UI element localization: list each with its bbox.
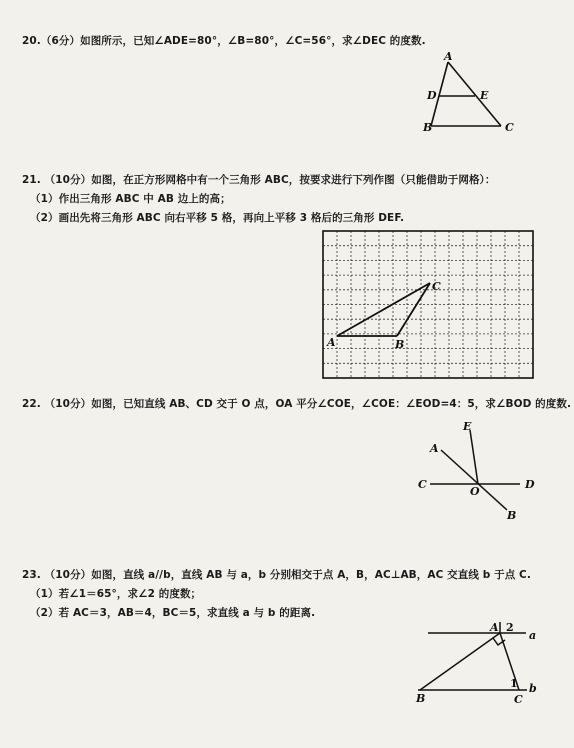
- q23-label-C: C: [514, 693, 523, 706]
- q21-label-A: A: [327, 336, 336, 349]
- q22-label-A: A: [430, 442, 439, 455]
- q23-line-a: a: [529, 629, 537, 642]
- q22-label-O: O: [470, 485, 480, 498]
- q23-label-A: A: [490, 621, 499, 634]
- q20-label-D: D: [427, 89, 437, 102]
- q22-label-C: C: [418, 478, 427, 491]
- q22-label-E: E: [463, 420, 472, 433]
- q23-line-b: b: [529, 682, 537, 695]
- q23-part1: （1）若∠1＝65°，求∠2 的度数；: [30, 588, 202, 600]
- q23-angle-1: 1: [510, 677, 518, 690]
- q22-label-B: B: [507, 509, 517, 522]
- q23-angle-2: 2: [506, 621, 514, 634]
- q22-label-D: D: [525, 478, 535, 491]
- q21-label-B: B: [395, 338, 405, 351]
- q23-part2: （2）若 AC＝3，AB＝4，BC＝5，求直线 a 与 b 的距离.: [30, 607, 316, 619]
- q20-label-E: E: [480, 89, 489, 102]
- q20-label-C: C: [505, 121, 514, 134]
- q21-part2: （2）画出先将三角形 ABC 向右平移 5 格，再向上平移 3 格后的三角形 DEF.: [30, 212, 405, 224]
- q23-text: 23. （10分）如图，直线 a//b，直线 AB 与 a，b 分别相交于点 A，B，AC⊥AB，AC 交直线 b 于点 C.: [22, 569, 531, 581]
- q20-label-B: B: [423, 121, 433, 134]
- q21-part1: （1）作出三角形 ABC 中 AB 边上的高；: [30, 193, 231, 205]
- q20-label-A: A: [444, 50, 453, 63]
- q23-label-B: B: [416, 692, 426, 705]
- q21-text: 21. （10分）如图，在正方形网格中有一个三角形 ABC，按要求进行下列作图（只能借助于网格）：: [22, 174, 496, 186]
- q20-text: 20.（6分）如图所示，已知∠ADE=80°，∠B=80°，∠C=56°，求∠DEC 的度数.: [22, 35, 426, 47]
- q21-label-C: C: [432, 280, 441, 293]
- q22-text: 22. （10分）如图，已知直线 AB、CD 交于 O 点，OA 平分∠COE，∠COE：∠EOD=4：5，求∠BOD 的度数.: [22, 398, 572, 410]
